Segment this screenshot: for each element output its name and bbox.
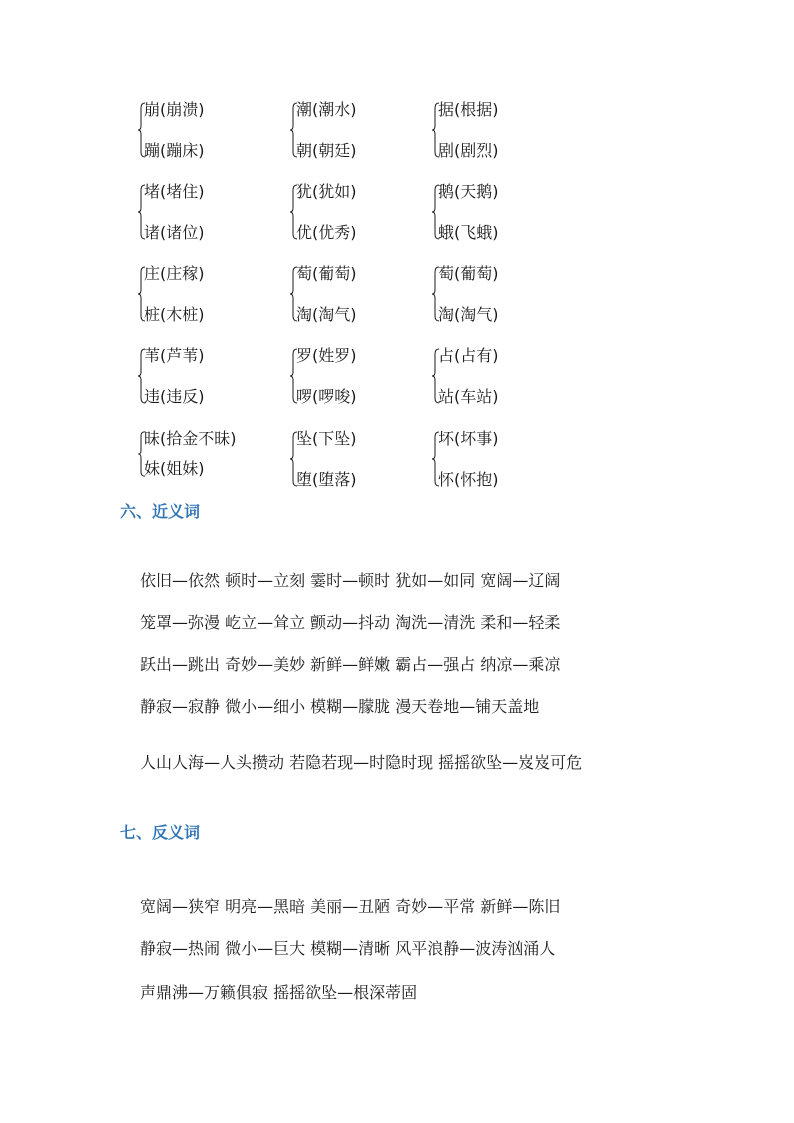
char-pair-second: 诸(诸位): [144, 223, 205, 242]
antonym-row: 静寂—热闹 微小—巨大 模糊—清晰 风平浪静—波涛汹涌人: [140, 939, 556, 958]
char-pair-first: 坠(下坠): [296, 429, 357, 448]
char-pair-first: 鹅(天鹅): [438, 182, 499, 201]
synonym-row: 跃出—跳出 奇妙—美妙 新鲜—鲜嫩 霸占—强占 纳凉—乘凉: [140, 655, 561, 674]
synonym-row: 静寂—寂静 微小—细小 模糊—朦胧 漫天卷地—铺天盖地: [140, 697, 540, 716]
char-pair-second: 优(优秀): [296, 223, 357, 242]
synonym-row: 人山人海—人头攒动 若隐若现—时隐时现 摇摇欲坠—岌岌可危: [140, 753, 583, 772]
char-pair-second: 堕(堕落): [296, 470, 357, 489]
synonym-row: 笼罩—弥漫 屹立—耸立 颤动—抖动 淘洗—清洗 柔和—轻柔: [140, 613, 561, 632]
char-pair-first: 昧(拾金不昧): [144, 429, 237, 448]
char-pair-second: 妹(姐妹): [144, 459, 205, 478]
char-pair-second: 剧(剧烈): [438, 141, 499, 160]
char-pair-first: 崩(崩溃): [144, 100, 205, 119]
antonym-row: 宽阔—狭窄 明亮—黑暗 美丽—丑陋 奇妙—平常 新鲜—陈旧: [140, 897, 561, 916]
char-pair-second: 淘(淘气): [438, 305, 499, 324]
char-pair-first: 据(根据): [438, 100, 499, 119]
char-pair-second: 站(车站): [438, 387, 499, 406]
char-pair-first: 庄(庄稼): [144, 264, 205, 283]
char-pair-second: 桩(木桩): [144, 305, 205, 324]
char-pair-first: 犹(犹如): [296, 182, 357, 201]
char-pair-second: 蛾(飞蛾): [438, 223, 499, 242]
antonyms-section-title: 七、反义词: [120, 823, 201, 842]
synonym-row: 依旧—依然 顿时—立刻 霎时—顿时 犹如—如同 宽阔—辽阔: [140, 571, 561, 590]
char-pair-second: 违(违反): [144, 387, 205, 406]
char-pair-first: 堵(堵住): [144, 182, 205, 201]
char-pair-second: 朝(朝廷): [296, 141, 357, 160]
char-pair-first: 罗(姓罗): [296, 346, 357, 365]
char-pair-first: 坏(坏事): [438, 429, 499, 448]
char-pair-second: 蹦(蹦床): [144, 141, 205, 160]
char-pair-second: 淘(淘气): [296, 305, 357, 324]
char-pair-first: 潮(潮水): [296, 100, 357, 119]
antonym-row: 声鼎沸—万籁俱寂 摇摇欲坠—根深蒂固: [140, 983, 418, 1002]
char-pair-first: 萄(葡萄): [296, 264, 357, 283]
synonyms-section-title: 六、近义词: [120, 502, 201, 521]
char-pair-second: 怀(怀抱): [438, 470, 499, 489]
char-pair-second: 啰(啰唆): [296, 387, 357, 406]
char-pair-first: 苇(芦苇): [144, 346, 205, 365]
char-pair-first: 萄(葡萄): [438, 264, 499, 283]
char-pair-first: 占(占有): [438, 346, 499, 365]
